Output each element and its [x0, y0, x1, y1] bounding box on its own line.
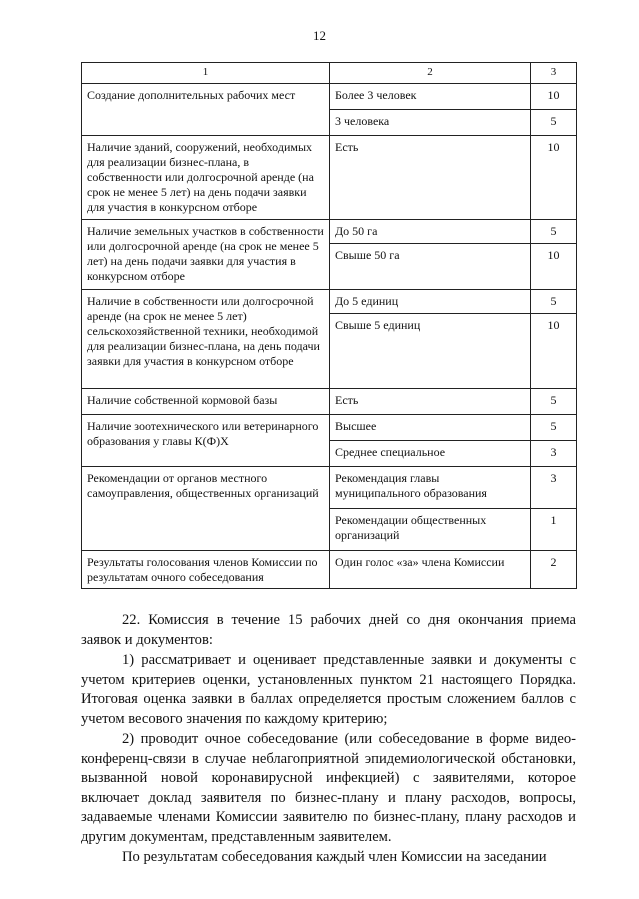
score-cell: 10 — [531, 314, 577, 389]
option-cell: Рекомендация главы муниципального образования — [330, 467, 531, 509]
table-row — [82, 290, 577, 314]
option-cell: 3 человека — [330, 110, 531, 136]
option-cell: Свыше 50 га — [330, 244, 531, 290]
column-header-3: 3 — [531, 63, 577, 84]
paragraph: 1) рассматривает и оценивает представленные заявки и документы с учетом критериев оценки, установленных пунктом 21 настоящего Порядка. Итоговая оценка заявки в баллах определяется простым сложением баллов с учетом весового значения по каждому критерию; — [81, 652, 576, 727]
body-text — [81, 611, 576, 869]
paragraph: 22. Комиссия в течение 15 рабочих дней со дня окончания приема заявок и документов: — [81, 612, 576, 648]
option-cell: Рекомендации общественных организаций — [330, 509, 531, 551]
paragraph: По результатам собеседования каждый член Комиссии на заседании — [122, 849, 547, 865]
score-cell: 1 — [531, 509, 577, 551]
option-cell: Один голос «за» члена Комиссии — [330, 551, 531, 589]
table-row — [82, 136, 577, 220]
criterion-cell: Результаты голосования членов Комиссии по результатам очного собеседования — [82, 551, 330, 589]
criteria-table — [81, 62, 577, 589]
table-row — [82, 551, 577, 589]
criterion-cell: Наличие в собственности или долгосрочной аренде (на срок не менее 5 лет) сельскохозяйственной техники, необходимой для реализации бизнес-плана, на день подачи заявки для участия в конкурсном отборе — [82, 290, 330, 389]
option-cell: Высшее — [330, 415, 531, 441]
criterion-cell: Создание дополнительных рабочих мест — [82, 84, 330, 136]
score-cell: 10 — [531, 136, 577, 220]
page-number: 12 — [313, 28, 326, 43]
table-row — [82, 415, 577, 441]
score-cell: 5 — [531, 389, 577, 415]
column-header-1: 1 — [82, 63, 330, 84]
option-cell: Есть — [330, 389, 531, 415]
score-cell: 3 — [531, 441, 577, 467]
criterion-cell: Наличие земельных участков в собственности или долгосрочной аренде (на срок не менее 5 лет) на день подачи заявки для участия в конкурсном отборе — [82, 220, 330, 290]
score-cell: 5 — [531, 220, 577, 244]
score-cell: 10 — [531, 84, 577, 110]
criterion-cell: Наличие зданий, сооружений, необходимых для реализации бизнес-плана, в собственности или долгосрочной аренде (на срок не менее 5 лет) на день подачи заявки для участия в конкурсном отборе — [82, 136, 330, 220]
column-header-2: 2 — [330, 63, 531, 84]
score-cell: 5 — [531, 110, 577, 136]
score-cell: 5 — [531, 415, 577, 441]
criterion-cell: Рекомендации от органов местного самоуправления, общественных организаций — [82, 467, 330, 551]
table-row — [82, 84, 577, 110]
option-cell: Среднее специальное — [330, 441, 531, 467]
criterion-cell: Наличие собственной кормовой базы — [82, 389, 330, 415]
table-row — [82, 220, 577, 244]
score-cell: 2 — [531, 551, 577, 589]
paragraph: 2) проводит очное собеседование (или собеседование в форме видео-конференц-связи в случае неблагоприятной эпидемиологической обстановки, вызванной новой коронавирусной инфекцией) с заявителями, которое включает доклад заявителя по бизнес-плану и плану расходов, вопросы, задаваемые членами Комиссии заявителю по бизнес-плану, плану расходов и другим документам, представленным заявителем. — [81, 731, 576, 845]
table-row — [82, 389, 577, 415]
table-header-row — [82, 63, 577, 84]
option-cell: До 5 единиц — [330, 290, 531, 314]
score-cell: 10 — [531, 244, 577, 290]
table-row — [82, 467, 577, 509]
option-cell: Есть — [330, 136, 531, 220]
option-cell: Свыше 5 единиц — [330, 314, 531, 389]
criterion-cell: Наличие зоотехнического или ветеринарного образования у главы К(Ф)Х — [82, 415, 330, 467]
option-cell: Более 3 человек — [330, 84, 531, 110]
option-cell: До 50 га — [330, 220, 531, 244]
score-cell: 3 — [531, 467, 577, 509]
score-cell: 5 — [531, 290, 577, 314]
